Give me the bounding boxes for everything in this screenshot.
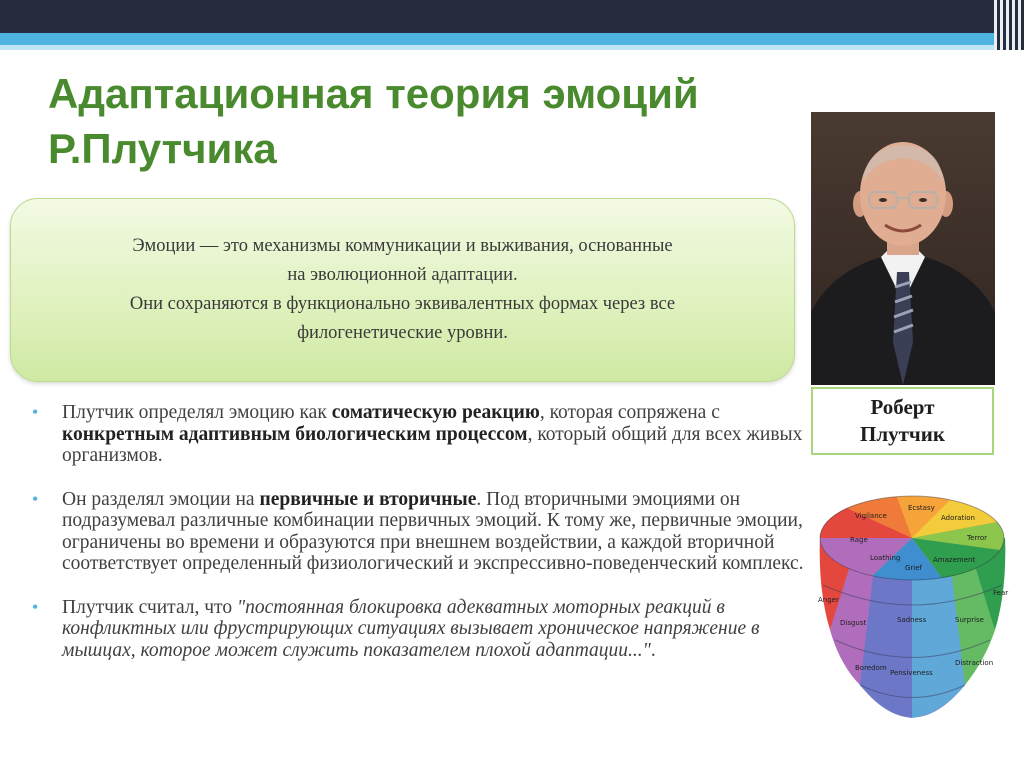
bullet-item (30, 597, 805, 662)
slide-title-line-2: Р.Плутчика (48, 125, 277, 172)
bullet-item (30, 402, 805, 467)
emotion-wheel-svg (815, 490, 1010, 730)
definition-line-4: филогенетические уровни. (297, 323, 508, 343)
wheel-label: Anger (818, 596, 839, 604)
wheel-label: Vigilance (855, 512, 887, 520)
wheel-label: Rage (850, 536, 868, 544)
wheel-label: Amazement (933, 556, 976, 564)
bullet-text: , который общий для всех живых организмов. (62, 423, 803, 466)
bullet-bold-text: конкретным адаптивным биологическим процессом (62, 423, 528, 445)
wheel-label: Boredom (855, 664, 887, 672)
wheel-label: Fear (993, 589, 1009, 597)
slide-title-line-1: Адаптационная теория эмоций (48, 70, 699, 117)
wheel-label: Adoration (941, 514, 975, 522)
wheel-label: Sadness (897, 616, 927, 624)
wheel-label: Distraction (955, 659, 994, 667)
wheel-label: Disgust (840, 619, 867, 627)
bullet-item (30, 489, 805, 575)
header-bar-blue (0, 33, 1024, 45)
wheel-label: Pensiveness (890, 669, 933, 677)
header-stripes (994, 0, 1024, 50)
name-card (811, 387, 994, 455)
portrait-photo (811, 112, 995, 385)
definition-line-1: Эмоции — это механизмы коммуникации и выживания, основанные (132, 236, 673, 256)
definition-line-3: Они сохраняются в функционально эквивалентных формах через все (129, 294, 676, 314)
bullet-dot-icon: • (32, 596, 39, 617)
wheel-label: Surprise (955, 616, 984, 624)
wheel-label: Grief (905, 564, 923, 572)
name-last: Плутчик (860, 422, 945, 446)
wheel-label: Terror (967, 534, 988, 542)
name-first: Роберт (870, 395, 935, 419)
definition-line-2: на эволюционной адаптации. (287, 265, 518, 285)
definition-box (10, 198, 795, 382)
bullet-quote-text: "постоянная блокировка адекватных моторных реакций в конфликтных или фрустрирующих ситуациях вызывает хроническое напряжение в мышцах, которое может служить показателем плохой адаптации..." (62, 596, 760, 661)
wheel-label: Loathing (870, 554, 901, 562)
bullet-dot-icon: • (32, 402, 39, 422)
bullet-text: , которая сопряжена с (539, 402, 720, 423)
slide-title (48, 66, 828, 176)
bullet-text: Плутчик определял эмоцию как (62, 402, 332, 423)
bullet-text: Он разделял эмоции на (62, 488, 260, 510)
wheel-label: Ecstasy (908, 504, 935, 512)
bullet-list (30, 402, 805, 683)
header-bar-light (0, 45, 1024, 50)
bullet-dot-icon: • (32, 488, 39, 509)
header-bar-dark (0, 0, 1024, 33)
bullet-bold-text: соматическую реакцию (331, 402, 540, 423)
portrait-illustration (811, 112, 995, 385)
bullet-text: Плутчик считал, что (62, 596, 237, 618)
bullet-bold-text: первичные и вторичные (259, 488, 477, 510)
emotion-wheel-diagram (815, 490, 1010, 730)
bullet-text: . Под вторичными эмоциями он подразумевал различные комбинации первичных эмоций. К тому же, первичные эмоции, ограничены во времени и образуются при внешнем воздействии, а каждой вторичной соответствует определенный физиологический и экспрессивно-поведенческий комплекс. (62, 488, 804, 574)
bullet-text: . (650, 639, 656, 661)
